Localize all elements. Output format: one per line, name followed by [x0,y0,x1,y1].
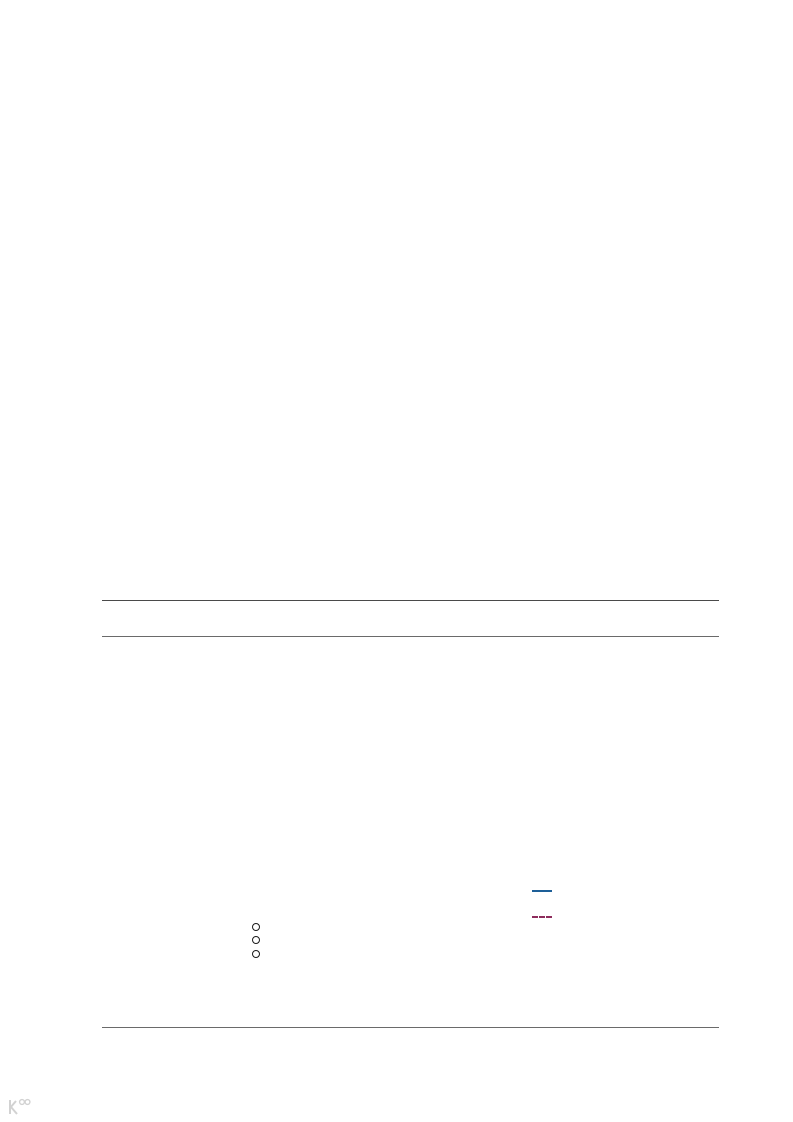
text-line [102,447,597,465]
china-ring-marker-icon [252,923,260,931]
watermark [7,1096,35,1118]
households-swatch-icon [323,913,343,921]
ceiling-dashed-line-icon [532,916,552,918]
iqr-swatch-icon [532,900,552,908]
text-line [102,270,597,288]
text-line [102,358,597,376]
text-line [102,93,597,111]
text-line [102,181,597,199]
text-line [102,464,597,482]
text-line [102,252,597,270]
text-line [102,429,597,447]
paragraph-structural-slowdown [102,93,597,235]
text-line [102,554,597,572]
paragraph-financial-cycle [102,235,597,412]
text-line [102,128,597,146]
graph-top-rule [102,600,719,601]
panel-a-scatter-chart [103,689,279,863]
text-line [102,288,597,306]
watermark-logo-icon [7,1098,31,1116]
graph-footnotes [102,972,719,988]
text-line [102,376,597,394]
government-swatch-icon [323,887,343,895]
text-line [102,394,597,412]
japan-ring-marker-icon [252,936,260,944]
paragraph-pandemic [102,411,597,482]
korea-dot-marker-icon [144,952,148,956]
median-line-icon [532,890,552,892]
text-line [102,164,597,182]
text-line [102,411,597,429]
text-line [102,217,597,235]
text-line [102,305,597,323]
panel-b-stacked-bar-chart [313,689,509,863]
text-line [102,111,597,129]
text-line [102,146,597,164]
text-line [102,199,597,217]
graph-bottom-rule [102,1027,719,1028]
text-line [102,323,597,341]
text-line [102,536,597,554]
body-text [102,93,597,482]
graph-title-rule [102,636,719,637]
panel-c-line-chart [521,689,718,863]
china-dot-marker-icon [144,925,148,929]
paragraph-macro-financial [102,536,597,571]
nfc-swatch-icon [323,900,343,908]
text-line [102,341,597,359]
text-line [102,235,597,253]
japan-dot-marker-icon [144,938,148,942]
korea-ring-marker-icon [252,950,260,958]
